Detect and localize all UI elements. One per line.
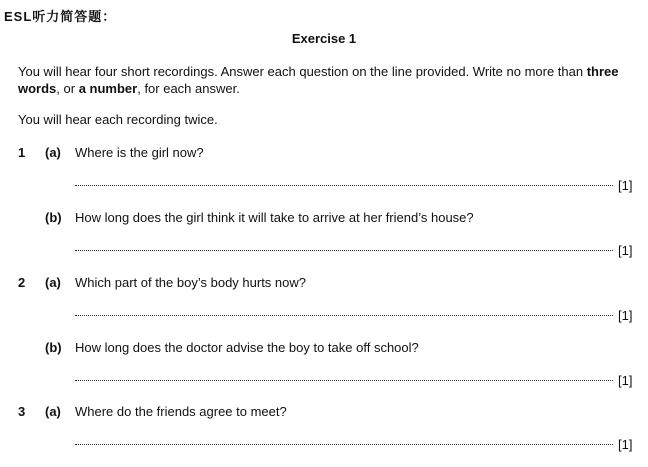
question-part: (a)	[45, 404, 61, 419]
question-text: How long does the doctor advise the boy to take off school?	[75, 340, 419, 355]
mark-label: [1]	[618, 243, 633, 258]
question-number: 2	[18, 275, 26, 290]
instructions-bold-2: a number	[78, 81, 138, 96]
answer-line[interactable]	[75, 315, 613, 316]
answer-line[interactable]	[75, 380, 613, 381]
twice-note: You will hear each recording twice.	[18, 112, 218, 127]
question-part: (b)	[45, 340, 62, 355]
exercise-title: Exercise 1	[291, 31, 357, 46]
page-header: ESL听力简答题：	[4, 9, 117, 24]
question-part: (b)	[45, 210, 62, 225]
question-number: 3	[18, 404, 26, 419]
answer-line[interactable]	[75, 250, 613, 251]
mark-label: [1]	[618, 308, 633, 323]
instructions-paragraph	[18, 63, 638, 97]
answer-line[interactable]	[75, 185, 613, 186]
mark-label: [1]	[618, 437, 633, 452]
answer-line[interactable]	[75, 444, 613, 445]
instructions-bold-1: three words	[18, 64, 619, 96]
question-text: Where is the girl now?	[75, 145, 204, 160]
instructions-text-3: , for each answer.	[137, 81, 240, 96]
mark-label: [1]	[618, 178, 633, 193]
instructions-text-1: You will hear four short recordings. Answer each question on the line provided. Write no more than	[18, 64, 587, 79]
question-text: Which part of the boy’s body hurts now?	[75, 275, 306, 290]
question-text: Where do the friends agree to meet?	[75, 404, 287, 419]
question-number: 1	[18, 145, 26, 160]
instructions-text-2: , or	[56, 81, 79, 96]
question-part: (a)	[45, 145, 61, 160]
question-text: How long does the girl think it will take to arrive at her friend’s house?	[75, 210, 474, 225]
question-part: (a)	[45, 275, 61, 290]
mark-label: [1]	[618, 373, 633, 388]
